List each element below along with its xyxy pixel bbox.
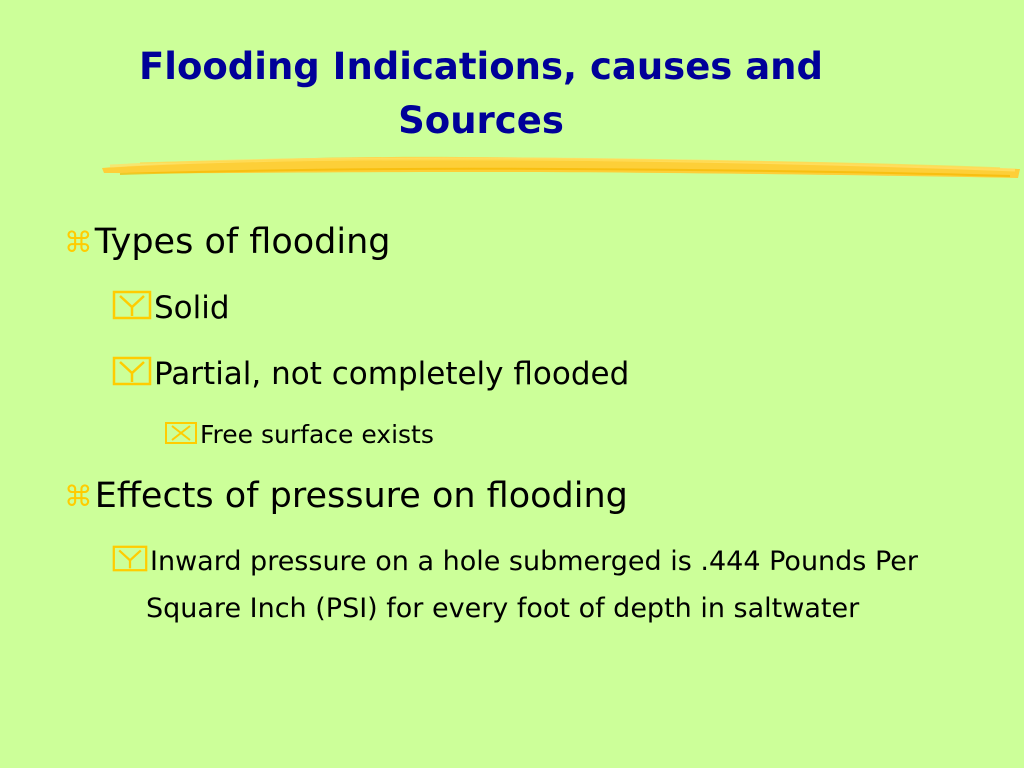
command-bullet-icon: ⌘ <box>64 478 93 513</box>
highlighter-underline-stroke <box>100 148 1024 188</box>
checkbox-x-bullet-icon <box>164 421 198 445</box>
bullet-text: Solid <box>154 290 230 326</box>
bullet-item-types-of-flooding <box>64 222 391 262</box>
checkbox-check-bullet-icon <box>112 545 148 572</box>
bullet-item-partial <box>112 356 629 392</box>
bullet-text: Partial, not completely flooded <box>154 356 630 392</box>
bullet-item-effects-of-pressure <box>64 476 628 516</box>
slide-title <box>60 40 902 148</box>
bullet-item-inward-pressure <box>112 538 1006 632</box>
slide-title-line-1: Flooding Indications, causes and <box>139 45 823 88</box>
bullet-text: Types of flooding <box>94 222 391 262</box>
slide-title-line-2: Sources <box>398 99 564 142</box>
checkbox-check-bullet-icon <box>112 356 152 386</box>
bullet-text: Inward pressure on a hole submerged is .444 Pounds Per Square Inch (PSI) for every foot of depth in saltwater <box>146 546 918 624</box>
checkbox-check-bullet-icon <box>112 290 152 320</box>
bullet-text: Free surface exists <box>200 420 434 449</box>
bullet-item-free-surface <box>164 420 434 449</box>
bullet-text: Effects of pressure on flooding <box>94 476 628 516</box>
command-bullet-icon: ⌘ <box>64 224 93 259</box>
bullet-item-solid <box>112 290 230 326</box>
